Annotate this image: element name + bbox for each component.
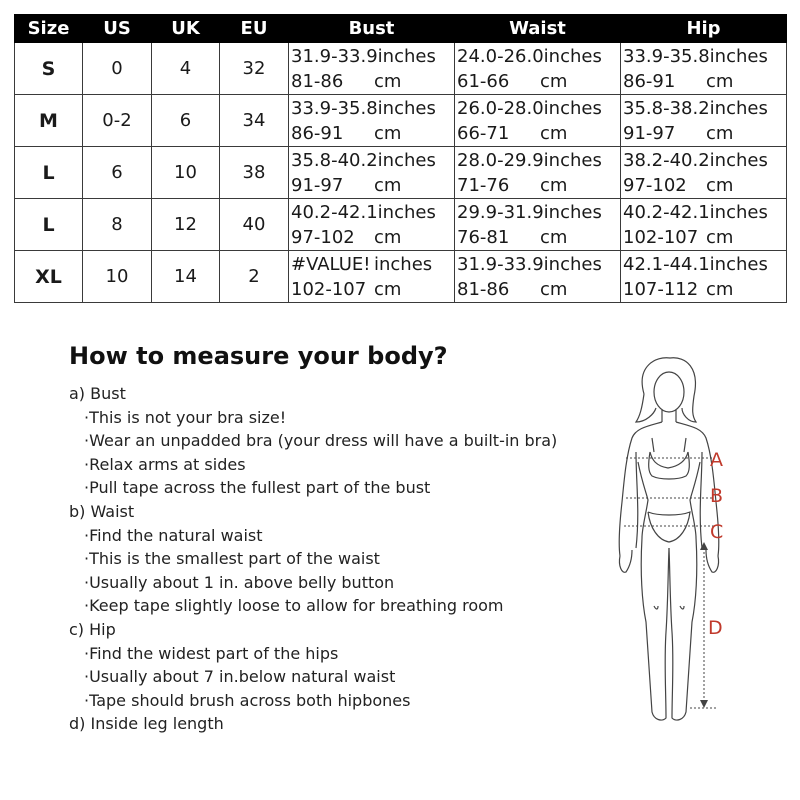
us-cell: 6 <box>83 147 152 199</box>
waist-inches-value: 29.9-31.9 <box>457 201 544 223</box>
us-cell: 0 <box>83 43 152 95</box>
bust-cm-line <box>291 69 454 94</box>
hip-cm-value: 102-107 <box>623 226 699 248</box>
header-waist: Waist <box>455 15 621 43</box>
hip-inches-value: 40.2-42.1 <box>623 201 710 223</box>
bust-cm-unit: cm <box>374 122 402 144</box>
guide-tip: ·Wear an unpadded bra (your dress will have a built-in bra) <box>84 431 558 451</box>
hip-cm-line <box>623 225 786 250</box>
bust-inches-unit: inches <box>377 201 436 223</box>
hip-inches-value: 38.2-40.2 <box>623 149 710 171</box>
hip-cm-value: 97-102 <box>623 174 687 196</box>
eu-cell: 32 <box>220 43 289 95</box>
eu-cell: 40 <box>220 199 289 251</box>
bust-inches-value: 40.2-42.1 <box>291 201 378 223</box>
waist-cm-line <box>457 173 620 198</box>
waist-inches-line <box>457 252 620 277</box>
waist-cell <box>455 95 621 147</box>
bust-cm-value: 91-97 <box>291 174 344 196</box>
eu-cell: 38 <box>220 147 289 199</box>
guide-tip: ·This is not your bra size! <box>84 407 287 427</box>
header-us: US <box>83 15 152 43</box>
arrow-down-icon <box>700 700 708 708</box>
uk-cell: 14 <box>152 251 220 303</box>
hip-inches-value: 33.9-35.8 <box>623 45 710 67</box>
bust-inches-unit: inches <box>374 253 433 275</box>
waist-cm-unit: cm <box>540 174 568 196</box>
waist-inches-value: 31.9-33.9 <box>457 253 544 275</box>
waist-inches-unit: inches <box>543 45 602 67</box>
guide-tip: ·Relax arms at sides <box>84 454 246 474</box>
bust-cell <box>289 199 455 251</box>
bust-cm-unit: cm <box>374 226 402 248</box>
guide-list <box>69 382 609 736</box>
guide-section-heading: d) Inside leg length <box>69 714 224 734</box>
waist-inches-value: 24.0-26.0 <box>457 45 544 67</box>
hip-cm-line <box>623 173 786 198</box>
table-row <box>15 147 787 199</box>
uk-cell: 6 <box>152 95 220 147</box>
size-cell: L <box>15 147 83 199</box>
size-cell: S <box>15 43 83 95</box>
waist-inches-line <box>457 96 620 121</box>
letter-c: C <box>710 521 724 543</box>
eu-cell: 34 <box>220 95 289 147</box>
bust-cell <box>289 43 455 95</box>
guide-tip: ·Find the natural waist <box>84 525 263 545</box>
bust-cm-line <box>291 225 454 250</box>
bust-inches-value: 35.8-40.2 <box>291 149 378 171</box>
waist-inches-value: 28.0-29.9 <box>457 149 544 171</box>
waist-inches-unit: inches <box>543 253 602 275</box>
bust-inches-unit: inches <box>377 45 436 67</box>
bust-cm-value: 86-91 <box>291 122 344 144</box>
hip-cell <box>621 251 787 303</box>
bust-cell <box>289 251 455 303</box>
hip-cm-unit: cm <box>706 278 734 300</box>
eu-cell: 2 <box>220 251 289 303</box>
size-chart-table <box>14 14 787 303</box>
us-cell: 0-2 <box>83 95 152 147</box>
size-cell: M <box>15 95 83 147</box>
waist-cm-value: 61-66 <box>457 70 510 92</box>
header-eu: EU <box>220 15 289 43</box>
waist-cm-unit: cm <box>540 226 568 248</box>
table-body <box>15 43 787 303</box>
waist-cell <box>455 251 621 303</box>
hip-inches-line <box>623 96 786 121</box>
hip-inches-value: 35.8-38.2 <box>623 97 710 119</box>
bust-inches-unit: inches <box>377 149 436 171</box>
bust-inches-value: 33.9-35.8 <box>291 97 378 119</box>
waist-cell <box>455 43 621 95</box>
table-row <box>15 199 787 251</box>
waist-cm-value: 71-76 <box>457 174 510 196</box>
us-cell: 10 <box>83 251 152 303</box>
hip-cm-unit: cm <box>706 70 734 92</box>
hip-cm-line <box>623 121 786 146</box>
waist-cm-value: 76-81 <box>457 226 510 248</box>
waist-inches-value: 26.0-28.0 <box>457 97 544 119</box>
bust-cm-value: 97-102 <box>291 226 355 248</box>
waist-cm-line <box>457 277 620 302</box>
table-row <box>15 43 787 95</box>
hip-cell <box>621 199 787 251</box>
bust-inches-unit: inches <box>377 97 436 119</box>
uk-cell: 12 <box>152 199 220 251</box>
guide-section-heading: a) Bust <box>69 384 126 403</box>
guide-title: How to measure your body? <box>69 342 448 370</box>
waist-cm-unit: cm <box>540 278 568 300</box>
hip-inches-value: 42.1-44.1 <box>623 253 710 275</box>
hip-inches-line <box>623 44 786 69</box>
hip-cell <box>621 95 787 147</box>
guide-tip: ·This is the smallest part of the waist <box>84 549 380 569</box>
waist-cell <box>455 199 621 251</box>
waist-cm-line <box>457 121 620 146</box>
guide-tip: ·Usually about 7 in.below natural waist <box>84 667 396 687</box>
bust-cm-line <box>291 173 454 198</box>
body-figure <box>596 352 746 732</box>
letter-b: B <box>710 485 724 507</box>
header-uk: UK <box>152 15 220 43</box>
bust-cm-line <box>291 121 454 146</box>
body-outline-illustration <box>596 352 746 732</box>
uk-cell: 4 <box>152 43 220 95</box>
hip-inches-unit: inches <box>709 97 768 119</box>
hip-inches-unit: inches <box>709 253 768 275</box>
waist-cm-line <box>457 225 620 250</box>
waist-inches-unit: inches <box>543 149 602 171</box>
bust-cm-unit: cm <box>374 70 402 92</box>
hip-cm-unit: cm <box>706 122 734 144</box>
waist-cm-unit: cm <box>540 122 568 144</box>
guide-tip: ·Usually about 1 in. above belly button <box>84 572 395 592</box>
waist-inches-unit: inches <box>543 97 602 119</box>
hip-cm-unit: cm <box>706 174 734 196</box>
waist-cell <box>455 147 621 199</box>
bust-cm-value: 81-86 <box>291 70 344 92</box>
guide-tip: ·Tape should brush across both hipbones <box>84 690 411 710</box>
waist-cm-value: 81-86 <box>457 278 510 300</box>
header-bust: Bust <box>289 15 455 43</box>
hip-inches-unit: inches <box>709 201 768 223</box>
bust-inches-line <box>291 148 454 173</box>
waist-inches-unit: inches <box>543 201 602 223</box>
hip-inches-line <box>623 200 786 225</box>
bust-cm-unit: cm <box>374 174 402 196</box>
measure-guide <box>69 340 609 736</box>
hip-cm-value: 86-91 <box>623 70 676 92</box>
bust-cell <box>289 95 455 147</box>
bust-inches-line <box>291 96 454 121</box>
waist-cm-value: 66-71 <box>457 122 510 144</box>
waist-inches-line <box>457 148 620 173</box>
header-size: Size <box>15 15 83 43</box>
bust-cm-unit: cm <box>374 278 402 300</box>
hip-cm-line <box>623 277 786 302</box>
table-row <box>15 251 787 303</box>
guide-section-heading: c) Hip <box>69 619 116 639</box>
bust-cm-value: 102-107 <box>291 278 367 300</box>
bust-inches-line <box>291 44 454 69</box>
hip-cell <box>621 147 787 199</box>
table-row <box>15 95 787 147</box>
guide-section-heading: b) Waist <box>69 501 135 521</box>
size-cell: L <box>15 199 83 251</box>
hip-inches-unit: inches <box>709 149 768 171</box>
bust-inches-line <box>291 200 454 225</box>
bust-inches-value: 31.9-33.9 <box>291 45 378 67</box>
hip-cm-line <box>623 69 786 94</box>
hip-cm-value: 107-112 <box>623 278 699 300</box>
guide-tip: ·Keep tape slightly loose to allow for breathing room <box>84 596 504 616</box>
letter-a: A <box>710 449 723 471</box>
bust-cell <box>289 147 455 199</box>
size-cell: XL <box>15 251 83 303</box>
guide-tip: ·Find the widest part of the hips <box>84 643 339 663</box>
table-header-row <box>15 15 787 43</box>
us-cell: 8 <box>83 199 152 251</box>
bust-cm-line <box>291 277 454 302</box>
waist-cm-line <box>457 69 620 94</box>
waist-inches-line <box>457 200 620 225</box>
guide-tip: ·Pull tape across the fullest part of the bust <box>84 478 431 498</box>
hip-inches-line <box>623 252 786 277</box>
hip-cm-unit: cm <box>706 226 734 248</box>
uk-cell: 10 <box>152 147 220 199</box>
hip-inches-line <box>623 148 786 173</box>
hip-inches-unit: inches <box>709 45 768 67</box>
bust-inches-value: #VALUE! <box>291 253 371 275</box>
hip-cm-value: 91-97 <box>623 122 676 144</box>
waist-inches-line <box>457 44 620 69</box>
letter-d: D <box>708 617 723 639</box>
header-hip: Hip <box>621 15 787 43</box>
waist-cm-unit: cm <box>540 70 568 92</box>
hip-cell <box>621 43 787 95</box>
bust-inches-line <box>291 252 454 277</box>
